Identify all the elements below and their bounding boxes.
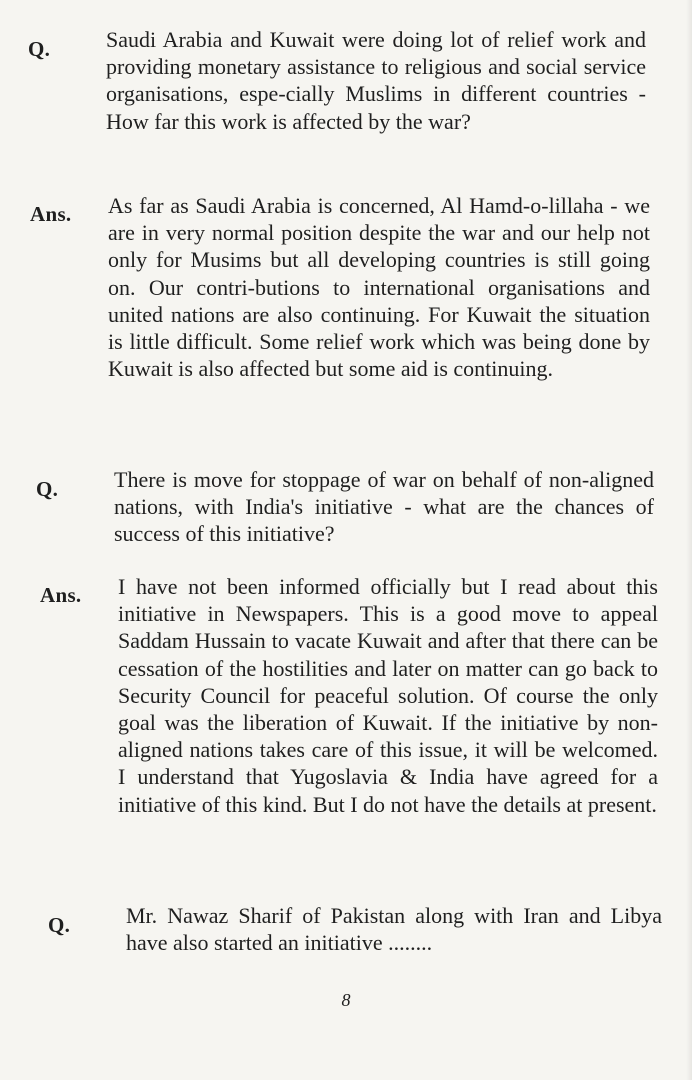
answer-text: I have not been informed officially but I read about this initiative in Newspapers. This is a good move to appeal Saddam Hussain to vacate Kuwait and after that there can be cessation of the hostilities and later on matter can go back to Security Council for peaceful solution. Of course the only goal was the liberation of Kuwait. If the initiative by non-aligned nations takes care of this issue, it will be welcomed. I understand that Yugoslavia & India have agreed for a initiative of this kind. But I do not have the details at present. [118,574,658,817]
answer-text: As far as Saudi Arabia is concerned, Al Hamd-o-lillaha - we are in very normal position despite the war and our help not only for Musims but all developing countries is still going on. Our contri-butions to international organisations and united nations are also continuing. For Kuwait the situation is little difficult. Some relief work which was being done by Kuwait is also affected but some aid is continuing. [108,193,650,382]
question-text: There is move for stoppage of war on behalf of non-aligned nations, with India's initiative - what are the chances of success of this initiative? [114,467,654,547]
question-text: Saudi Arabia and Kuwait were doing lot of relief work and providing monetary assistance to religious and social service organisations, espe-cially Muslims in different countries - How far this work is affected by the war? [106,27,646,134]
question-text: Mr. Nawaz Sharif of Pakistan along with Iran and Libya have also started an initiative ........ [126,903,662,956]
answer-marker: Ans. [30,202,72,226]
page-number: 8 [341,990,351,1010]
page-edge-shadow [686,0,692,1080]
answer-marker: Ans. [40,583,82,607]
question-marker: Q. [48,913,71,937]
question-marker: Q. [36,477,59,501]
question-marker: Q. [28,37,51,61]
